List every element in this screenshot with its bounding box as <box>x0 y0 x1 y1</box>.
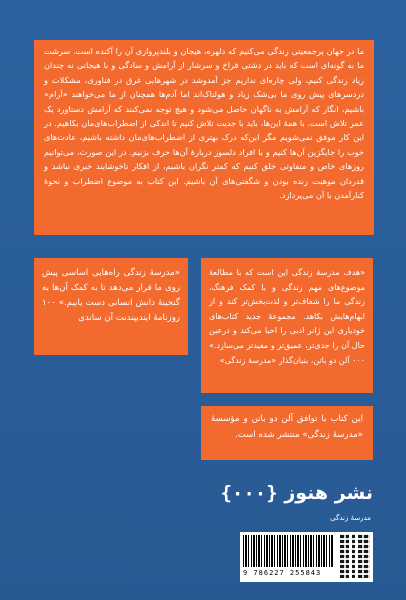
quote-box-de-botton <box>201 258 373 393</box>
qr-code-pattern <box>340 534 370 578</box>
license-note-text: این کتاب با توافق آلن دو باتن و مؤسسهٔ «مدرسهٔ زندگی» منتشر شده است. <box>211 414 363 440</box>
quote-de-botton-text: «هدف مدرسهٔ زندگی این است که با مطالعهٔ موضوع‌های مهم زندگی و با کمک فرهنگ، زندگی ما را شفاف‌تر و لذت‌بخش‌تر کند و از ابهام‌هایش بکاهد. مجموعهٔ جدید کتاب‌های خودیاری این ژانر ادبی را احیا می‌کند و درعین حال آن را جدی‌تر، عمیق‌تر و مفیدتر می‌سازد.» ۰۰۰ آلن دو باتن، بنیان‌گذار «مدرسهٔ زندگی» <box>209 268 365 365</box>
publisher-logo <box>220 482 373 504</box>
isbn-number: 9 786227 255843 <box>243 569 322 577</box>
quote-independent-text: «مدرسهٔ زندگی راه‌هایی اساسی پیش روی ما قرار می‌دهد تا به کمک آن‌ها به گنجینهٔ دانش انسانی دست یابیم.» ۱۰۰ روزنامهٔ ایندیپندنت آن ساندی <box>42 268 180 323</box>
license-note-box <box>201 406 373 460</box>
quote-box-independent <box>34 258 188 355</box>
publisher-mark: {۰۰۰} <box>220 482 278 504</box>
publisher-name: نشر هنوز <box>284 482 373 504</box>
barcode-bars <box>243 535 333 567</box>
series-imprint: مدرسهٔ زندگی <box>330 514 371 522</box>
description-text: ما در جهان پرجمعیتی زندگی می‌کنیم که دلهره، هیجان و بلندپروازی آن را آکنده است. سرشت ما به گونه‌ای است که باید در دشتی فراخ و سرشار از آرامش و سادگی و با هیجانی نه چندان زیاد زندگی کنیم، ولی چاره‌ای نداریم جز آمدوشد در شهرهایی غرق در فناوری، مشکلات و دردسرهای پیش روی ما بی‌شک زیاد و هولناک‌اند اما آدم‌ها همچنان از ما می‌خواهند «آرام» باشیم، انگار که آرامش به ناگهان حاصل می‌شود و هیچ توجه نمی‌کنند که آرامش دستاورد یک عمر تلاش است. با همهٔ این‌ها، باید با جدیت تلاش کنیم تا اندکی از اضطراب‌های‌مان بکاهیم. در این کار موفق نمی‌شویم مگر این‌که درک بهتری از اضطراب‌های‌مان داشته باشیم، عادت‌های خوب را جایگزین آن‌ها کنیم و با افراد دلسوز دربارهٔ آن‌ها حرف بزنیم. در این صورت، می‌توانیم روزهای خاص و متفاوتی خلق کنیم که کمتر نگران باشیم، از افکار ناخوشایند خبری نباشد و قدردان موهبت زنده بودن و شگفتی‌های آن باشیم. این کتاب به موضوع اضطراب و نحوهٔ کنارآمدن با آن می‌پردازد. <box>44 46 364 201</box>
description-box <box>34 40 374 235</box>
